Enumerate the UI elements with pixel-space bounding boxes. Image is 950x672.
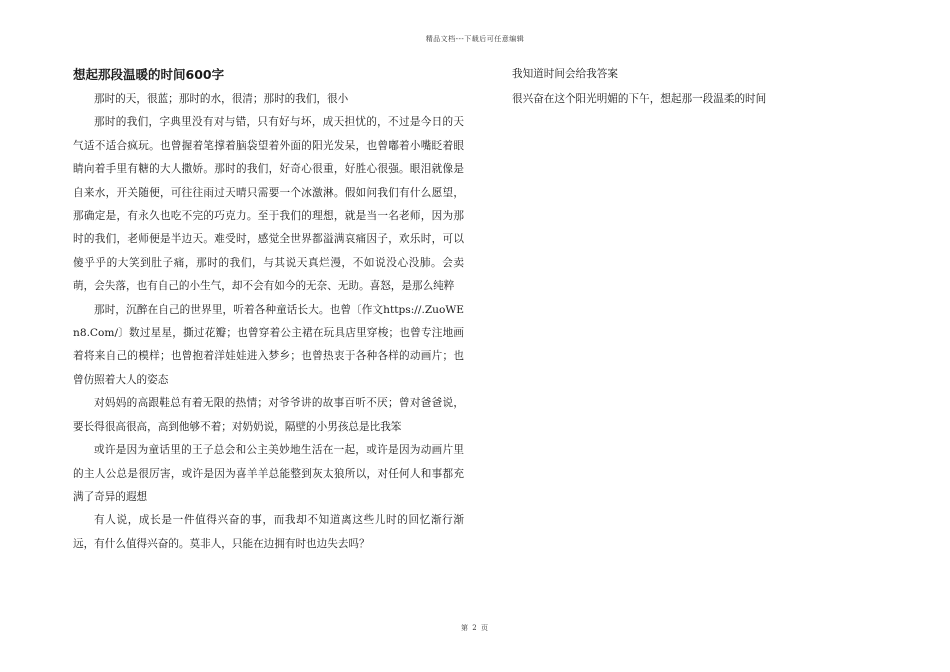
body-paragraph: 或许是因为童话里的王子总会和公主美妙地生活在一起，或许是因为动画片里的主人公总是很厉害，或许是因为喜羊羊总能整到灰太狼所以，对任何人和事都充满了奇异的遐想 xyxy=(73,444,464,503)
body-paragraph: 那时，沉醉在自己的世界里，听着各种童话长大。也曾〔作文https://.ZuoWEn8.Com/〕数过星星，撕过花瓣；也曾穿着公主裙在玩具店里穿梭；也曾专注地画着将来自己的模样；也曾抱着洋娃娃进入梦乡；也曾热衷于各种各样的动画片；也曾仿照着大人的姿态 xyxy=(73,303,464,386)
left-text-column xyxy=(73,62,464,556)
body-paragraph: 有人说，成长是一件值得兴奋的事，而我却不知道离这些儿时的回忆渐行渐远，有什么值得兴奋的。莫非人，只能在边拥有时也边失去吗？ xyxy=(73,514,464,550)
right-text-column xyxy=(512,62,892,112)
page-number: 第 2 页 xyxy=(461,624,489,632)
right-column-line: 我知道时间会给我答案 xyxy=(512,68,618,80)
body-paragraph: 对妈妈的高跟鞋总有着无限的热情；对爷爷讲的故事百听不厌；曾对爸爸说，要长得很高很高，高到他够不着；对奶奶说，隔壁的小男孩总是比我笨 xyxy=(73,397,464,433)
body-paragraph: 那时的我们，字典里没有对与错，只有好与坏，成天担忧的，不过是今日的天气适不适合疯玩。也曾握着笔撑着脑袋望着外面的阳光发呆，也曾嘟着小嘴眨着眼睛向着手里有糖的大人撒娇。那时的我们，好奇心很重，好胜心很强。眼泪就像是自来水，开关随便，可往往雨过天晴只需要一个冰激淋。假如问我们有什么愿望，那确定是，有永久也吃不完的巧克力。至于我们的理想，就是当一名老师，因为那时的我们，老师便是半边天。难受时，感觉全世界都溢满哀痛因子，欢乐时，可以傻乎乎的大笑到肚子痛，那时的我们，与其说天真烂漫，不如说没心没肺。会卖萌，会失落，也有自己的小生气，却不会有如今的无奈、无助。喜怒，是那么纯粹 xyxy=(73,116,464,293)
page-header-note: 精品文档---下载后可任意编辑 xyxy=(425,35,525,43)
document-title: 想起那段温暖的时间600字 xyxy=(73,67,225,82)
right-column-line: 很兴奋在这个阳光明媚的下午，想起那一段温柔的时间 xyxy=(512,93,767,105)
body-paragraph: 那时的天，很蓝；那时的水，很清；那时的我们，很小 xyxy=(94,93,349,105)
